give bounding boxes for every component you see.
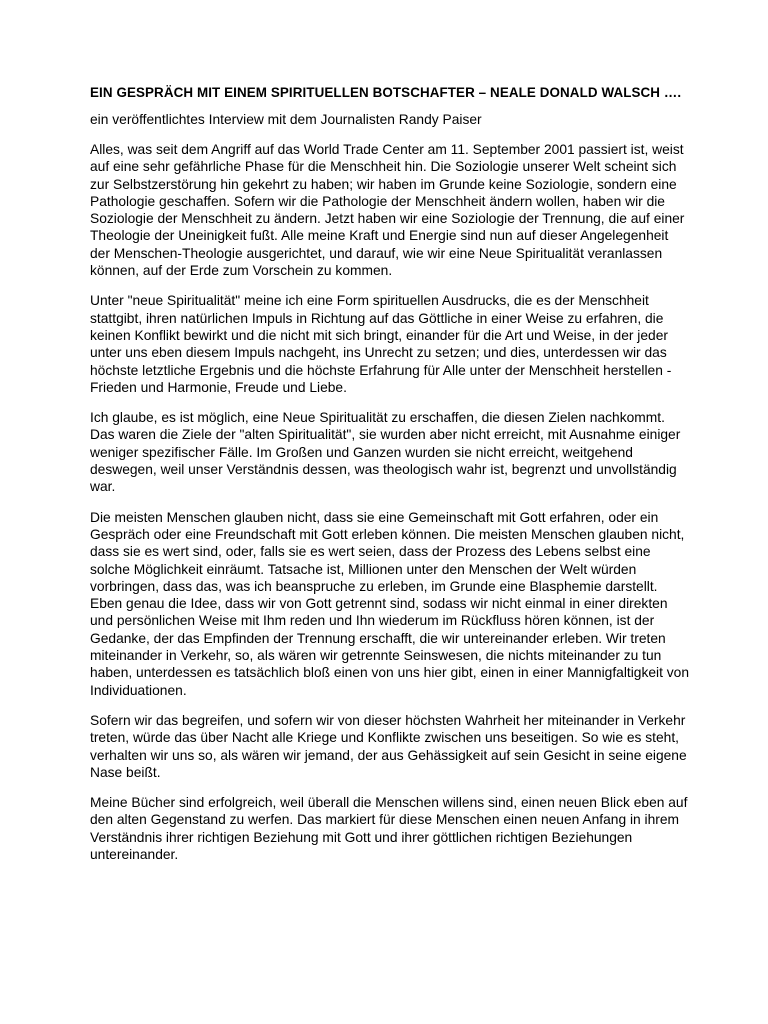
document-subtitle: ein veröffentlichtes Interview mit dem Journalisten Randy Paiser bbox=[90, 112, 482, 127]
document-title: EIN GESPRÄCH MIT EINEM SPIRITUELLEN BOTSCHAFTER – NEALE DONALD WALSCH …. bbox=[90, 85, 682, 100]
paragraph-1: Alles, was seit dem Angriff auf das World Trade Center am 11. September 2001 passiert ist, weist auf eine sehr gefährliche Phase für die Menschheit hin. Die Soziologie unserer Welt scheint sich zur Selbstzerstörung hin gekehrt zu haben; wir haben im Grunde keine Soziologie, sondern eine Pathologie geschaffen. Sofern wir die Pathologie der Menschheit ändern wollen, haben wir die Soziologie der Menschheit zu ändern. Jetzt haben wir eine Soziologie der Trennung, die auf einer Theologie der Uneinigkeit fußt. Alle meine Kraft und Energie sind nun auf dieser Angelegenheit der Menschen-Theologie ausgerichtet, und darauf, wie wir eine Neue Spiritualität veranlassen können, auf der Erde zum Vorschein zu kommen. bbox=[90, 142, 685, 279]
document-page bbox=[90, 84, 690, 876]
paragraph-3: Ich glaube, es ist möglich, eine Neue Spiritualität zu erschaffen, die diesen Zielen nachkommt. Das waren die Ziele der "alten Spiritualität", sie wurden aber nicht erreicht, mit Ausnahme einiger weniger spezifischer Fälle. Im Großen und Ganzen wurden sie nicht erreicht, weitgehend deswegen, weil unser Verständnis dessen, was theologisch wahr ist, begrenzt und unvollständig war. bbox=[90, 410, 681, 495]
paragraph-5: Sofern wir das begreifen, und sofern wir von dieser höchsten Wahrheit her miteinander in Verkehr treten, würde das über Nacht alle Kriege und Konflikte zwischen uns beseitigen. So wie es steht, verhalten wir uns so, als wären wir jemand, der aus Gehässigkeit auf sein Gesicht in seine eigene Nase beißt. bbox=[90, 712, 687, 780]
paragraph-4: Die meisten Menschen glauben nicht, dass sie eine Gemeinschaft mit Gott erfahren, oder ein Gespräch oder eine Freundschaft mit Gott erleben können. Die meisten Menschen glauben nicht, dass sie es wert sind, oder, falls sie es wert seien, dass der Prozess des Lebens selbst eine solche Möglichkeit einräumt. Tatsache ist, Millionen unter den Menschen der Welt würden vorbringen, dass das, was ich beanspruche zu erleben, im Grunde eine Blasphemie darstellt. Eben genau die Idee, dass wir von Gott getrennt sind, sodass wir nicht einmal in einer direkten und persönlichen Weise mit Ihm reden und Ihn wiederum im Rückfluss hören können, ist der Gedanke, der das Empfinden der Trennung erschafft, die wir untereinander erleben. Wir treten miteinander in Verkehr, so, als wären wir getrennte Seinswesen, die nichts miteinander zu tun haben, unterdessen es tatsächlich bloß einen von uns hier gibt, einen in einer Mannigfaltigkeit von Individuationen. bbox=[90, 509, 690, 698]
paragraph-2: Unter "neue Spiritualität" meine ich eine Form spirituellen Ausdrucks, die es der Menschheit stattgibt, ihren natürlichen Impuls in Richtung auf das Göttliche in einer Weise zu erfahren, die keinen Konflikt bewirkt und die nicht mit sich bringt, einander für die Art und Weise, in der jeder unter uns eben diesem Impuls nachgeht, ins Unrecht zu setzen; und dies, unterdessen wir das höchste letztliche Ergebnis und die höchste Erfahrung für Alle unter der Menschheit herstellen - Frieden und Harmonie, Freude und Liebe. bbox=[90, 293, 672, 395]
paragraph-6: Meine Bücher sind erfolgreich, weil überall die Menschen willens sind, einen neuen Blick eben auf den alten Gegenstand zu werfen. Das markiert für diese Menschen einen neuen Anfang in ihrem Verständnis ihrer richtigen Beziehung mit Gott und ihrer göttlichen richtigen Beziehungen untereinander. bbox=[90, 795, 688, 862]
